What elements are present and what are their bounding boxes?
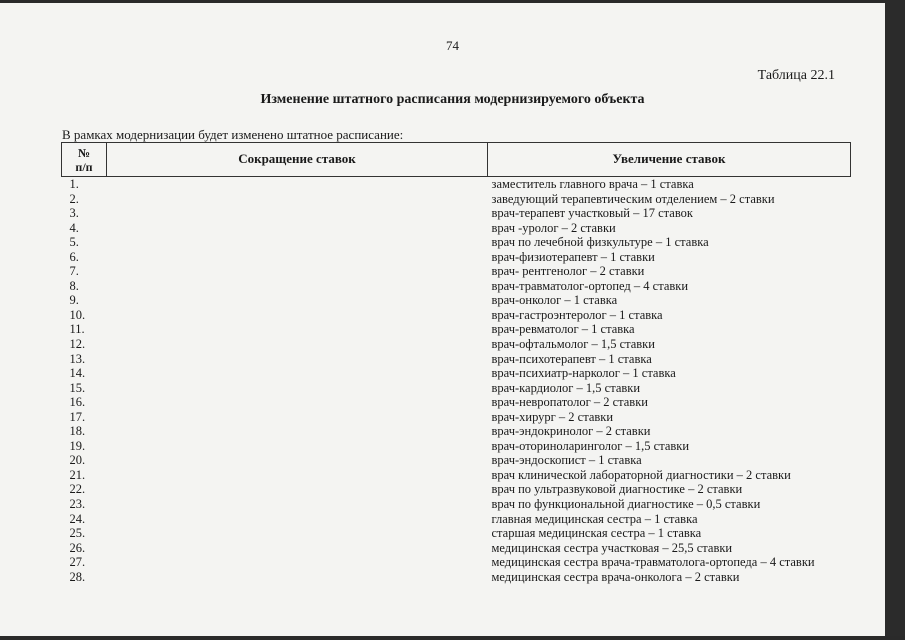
increase-cell: врач-эндокринолог – 2 ставки [491, 424, 651, 439]
row-number-cell: 16. [69, 395, 86, 410]
row-number-cell: 10. [69, 307, 86, 322]
reduction-cell [107, 322, 488, 337]
row-number-cell: 27. [69, 555, 86, 570]
table-row [62, 381, 851, 396]
increase-cell: врач-травматолог-ортопед – 4 ставки [491, 278, 689, 293]
header-reduction: Сокращение ставок [107, 143, 488, 177]
table-caption: Таблица 22.1 [757, 68, 835, 83]
table-row [62, 497, 851, 512]
table-row [62, 439, 851, 454]
table-header-row [62, 143, 851, 177]
table-row [62, 352, 851, 367]
reduction-cell [107, 555, 488, 570]
increase-cell: старшая медицинская сестра – 1 ставка [491, 526, 702, 541]
table-row [62, 410, 851, 425]
increase-cell: врач -уролог – 2 ставки [491, 220, 616, 235]
reduction-cell [107, 512, 488, 527]
header-increase: Увеличение ставок [488, 143, 851, 177]
row-number-cell: 3. [69, 206, 79, 221]
reduction-cell [107, 439, 488, 454]
reduction-cell [107, 395, 488, 410]
page-number: 74 [446, 38, 459, 53]
row-number-cell: 26. [69, 540, 86, 555]
increase-cell: врач-невропатолог – 2 ставки [491, 395, 648, 410]
reduction-cell [107, 308, 488, 323]
increase-cell: врач-онколог – 1 ставка [491, 293, 618, 308]
table-row [62, 541, 851, 556]
increase-cell: врач-психиатр-нарколог – 1 ставка [491, 366, 676, 381]
reduction-cell [107, 337, 488, 352]
increase-cell: врач-терапевт участковый – 17 ставок [491, 206, 693, 221]
reduction-cell [107, 264, 488, 279]
reduction-cell [107, 206, 488, 221]
table-row [62, 279, 851, 294]
reduction-cell [107, 352, 488, 367]
table-row [62, 337, 851, 352]
table-row [62, 235, 851, 250]
increase-cell: врач-офтальмолог – 1,5 ставки [491, 337, 655, 352]
row-number-cell: 28. [69, 569, 86, 584]
table-row [62, 264, 851, 279]
row-number-cell: 4. [69, 220, 79, 235]
increase-cell: заместитель главного врача – 1 ставка [491, 177, 694, 191]
increase-cell: врач по лечебной физкультуре – 1 ставка [491, 235, 709, 250]
table-row [62, 192, 851, 207]
table-row [62, 512, 851, 527]
table-row [62, 424, 851, 439]
row-number-cell: 9. [69, 293, 79, 308]
row-number-cell: 11. [69, 322, 85, 337]
increase-cell: врач клинической лабораторной диагностики – 2 ставки [491, 467, 791, 482]
table-row [62, 308, 851, 323]
increase-cell: врач-кардиолог – 1,5 ставки [491, 380, 641, 395]
table-row [62, 468, 851, 483]
reduction-cell [107, 250, 488, 265]
increase-cell: врач-хирург – 2 ставки [491, 409, 614, 424]
header-number-symbol: № [77, 145, 91, 160]
row-number-cell: 14. [69, 366, 86, 381]
increase-cell: врач по функциональной диагностике – 0,5 ставки [491, 497, 761, 512]
table-row [62, 526, 851, 541]
row-number-cell: 13. [69, 351, 86, 366]
reduction-cell [107, 497, 488, 512]
increase-cell: заведующий терапевтическим отделением – 2 ставки [491, 191, 775, 206]
row-number-cell: 12. [69, 337, 86, 352]
reduction-cell [107, 366, 488, 381]
table-row [62, 293, 851, 308]
reduction-cell [107, 453, 488, 468]
reduction-cell [107, 541, 488, 556]
table-row [62, 366, 851, 381]
table-row [62, 570, 851, 585]
row-number-cell: 23. [69, 497, 86, 512]
row-number-cell: 15. [69, 380, 86, 395]
table-row [62, 177, 851, 192]
increase-cell: медицинская сестра врача-онколога – 2 ставки [491, 569, 740, 584]
row-number-cell: 6. [69, 249, 79, 264]
reduction-cell [107, 235, 488, 250]
staffing-table [61, 142, 851, 584]
row-number-cell: 19. [69, 438, 86, 453]
table-row [62, 221, 851, 236]
row-number-cell: 5. [69, 235, 79, 250]
table-row [62, 555, 851, 570]
intro-paragraph: В рамках модернизации будет изменено штатное расписание: [62, 127, 404, 142]
increase-cell: медицинская сестра участковая – 25,5 ставки [491, 540, 733, 555]
row-number-cell: 20. [69, 453, 86, 468]
reduction-cell [107, 410, 488, 425]
reduction-cell [107, 526, 488, 541]
row-number-cell: 21. [69, 467, 86, 482]
increase-cell: врач-психотерапевт – 1 ставка [491, 351, 652, 366]
document-title: Изменение штатного расписания модернизируемого объекта [260, 92, 645, 107]
table-row [62, 250, 851, 265]
table-row [62, 206, 851, 221]
reduction-cell [107, 293, 488, 308]
table-body [62, 177, 851, 585]
row-number-cell: 22. [69, 482, 86, 497]
table-row [62, 395, 851, 410]
row-number-cell: 8. [69, 278, 79, 293]
increase-cell: врач по ультразвуковой диагностике – 2 ставки [491, 482, 743, 497]
scan-border-top [0, 0, 905, 3]
increase-cell: врач-эндоскопист – 1 ставка [491, 453, 642, 468]
row-number-cell: 7. [69, 264, 79, 279]
reduction-cell [107, 177, 488, 192]
scan-border-bottom [0, 636, 905, 640]
header-number-abbrev: п/п [75, 159, 93, 174]
row-number-cell: 25. [69, 526, 86, 541]
reduction-cell [107, 279, 488, 294]
row-number-cell: 18. [69, 424, 86, 439]
increase-cell: врач-оториноларинголог – 1,5 ставки [491, 438, 690, 453]
increase-cell: медицинская сестра врача-травматолога-ортопеда – 4 ставки [491, 555, 815, 570]
reduction-cell [107, 482, 488, 497]
table-row [62, 453, 851, 468]
reduction-cell [107, 381, 488, 396]
table-row [62, 482, 851, 497]
increase-cell: врач- рентгенолог – 2 ставки [491, 264, 645, 279]
increase-cell: врач-ревматолог – 1 ставка [491, 322, 635, 337]
reduction-cell [107, 468, 488, 483]
reduction-cell [107, 192, 488, 207]
header-number [62, 143, 107, 177]
row-number-cell: 2. [69, 191, 79, 206]
increase-cell: врач-физиотерапевт – 1 ставки [491, 249, 655, 264]
reduction-cell [107, 424, 488, 439]
reduction-cell [107, 570, 488, 585]
row-number-cell: 24. [69, 511, 86, 526]
row-number-cell: 1. [69, 177, 79, 191]
increase-cell: врач-гастроэнтеролог – 1 ставка [491, 307, 663, 322]
table-row [62, 322, 851, 337]
row-number-cell: 17. [69, 409, 86, 424]
reduction-cell [107, 221, 488, 236]
increase-cell: главная медицинская сестра – 1 ставка [491, 511, 698, 526]
